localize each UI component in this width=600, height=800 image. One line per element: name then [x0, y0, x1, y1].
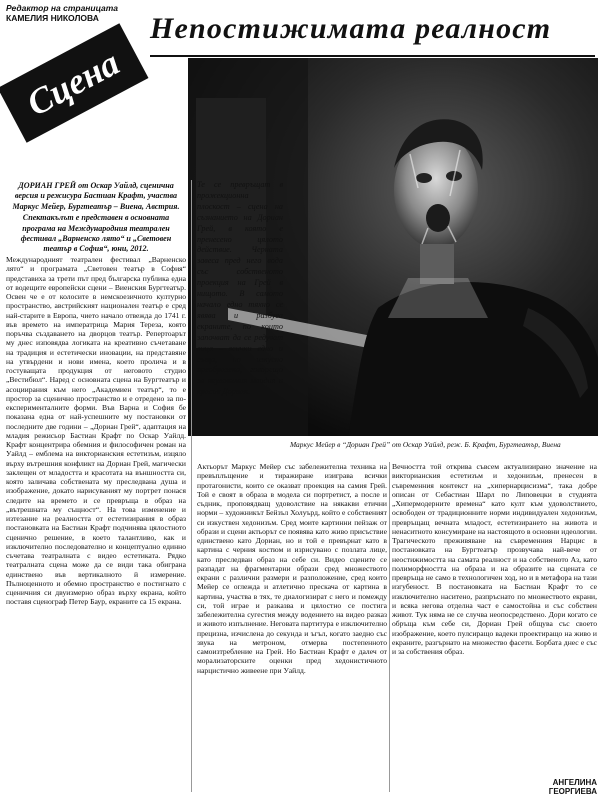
author-signature: АНГЕЛИНА ГЕОРГИЕВА — [548, 778, 597, 796]
festival-info: Спектакълът е представен в основната програма на Международния театрален фестивал „Варненско лято“ и „Световен театър в София“, юни, 2012. — [20, 213, 172, 254]
editor-name: КАМЕЛИЯ НИКОЛОВА — [6, 13, 99, 23]
headline-rule — [150, 55, 595, 57]
editor-label: Редактор на страницата — [6, 3, 119, 13]
article-column-2: Актьорът Маркус Мейер със забележителна техника на превъплъщение и тиражиране изиграва всички протагонисти, които се оказват проекция на самия Грей. Той е своят в образа в модела си портретист, а после и съдник, проповядващ удоволствие на някакви етични норми – художникът Бейзъл Холуърд, който е собственият си изкуствен хедонизъм. Сред моите картинни пейзаж от образи и сцени актьорът се появява като живо присъствие единствено като Дориан, но и той е превърнат като в картина с черния костюм и изрисувано с позлата лице, като преследван образ на себе си. Видео сцените се разпадат на фрагментарни образи сред множеството екрани с различни размери и разположение, сред които Мейер се оглежда и атлетично прескача от картина в картина, участва в тях, те диалогизират с него и помежду си, той играе и разказва и цялостно се постига забележителна сугестия между водението на видео разказ и живото изпълнение. Неговата партитура е изключително прецизна, изчислена до секунда и ъгъл, когато заедно със звука на метроном, отмерва постепенното самоизтребление на Грей. Но Бастиан Крафт е далеч от морализаторските оценки пред хедонистичното нарцистично живеене при Уайлд. — [197, 462, 387, 675]
column-divider — [191, 180, 192, 792]
column-divider — [389, 462, 390, 792]
article-lead — [6, 180, 186, 255]
article-column-2-top: Те се превръщат в прожекционна плоскост – сцена на съзнанието на Дориан Грей, в която е пренесено цялото действие. Черната завеса пред него вода със собственото проекция на Грей в нищото. В самото начало едно тяхно се явява и разбува екраните, по които започват да се редуват лица – всички едно и също, но изкусно преобразено, говорещо за неуловимия младия и красив Дориан. — [197, 180, 283, 397]
photo-caption: Маркус Мейер в “Дориан Грей” от Оскар Уайлд, реж. Б. Крафт, Бургтеатър, Виена — [290, 440, 561, 449]
article-column-3: Вечността той открива съвсем актуализирано значение на викторианския естетизъм и хедонизъм, пренесен в съвременния контекст на „хипернарцисизма“, така добре описан от Себастиан Шарл по Липовецки в студията „Хипермодерните времена“ като култ към удоволствието, освободен от традиционните норми индивидуален хедонизъм, превръщащ вечната младост, естетизирането на живота и ненаситното консумиране на настоящото в основни идеологии. Трагическото преживяване на съвременния Нарцис в постановката на Бургтеатър прозвучава най-вече от неостижимостта на самата реалност и на собственото Аз, като полиморфността на образа и на образите на сцената се превръща не само в технологичен ход, но и в метафора на тази изгубеност. В постановката на Бастиан Крафт то се изключително наситено, разпръснато по множеството екрани, и всяка негова отделна част е самостойна и със собствен живот. Тук няма не се случва неопосредствено. Дори когато се обръща към себе си, Дориан Грей общува със своето изображение, което пулсиращо вадеки проектиращо на живо и екраните, разгърнато на множество фасети. Борбата днес е със и за собствения образ. — [392, 462, 597, 656]
section-tag: Сцена — [0, 23, 148, 143]
production-credits: ДОРИАН ГРЕЙ от Оскар Уайлд, сценична версия и режисура Бастиан Крафт, участва Маркус Мейер, Бургтеатър – Виена, Австрия. — [12, 181, 180, 211]
headline: Непостижимата реалност — [150, 12, 552, 45]
page-editor-credit — [6, 3, 136, 23]
article-column-1: Международният театрален фестивал „Варненско лято“ и програмата „Световен театър в София“ представиха за трети път пред българска публика една от водещите европейски сцени – Виенския Бургтеатър. Освен че е от колосите в немскоезичното културно пространство, австрийският национален театър е сред най-старите в Европа, чието начало отвежда до 1741 г. във времето на императрица Мария Тереза, която поръчва създаването на дворцов театър. Репертоарът му днес изповядва логиката на креативно съчетаване на традиция и естетически иновации, на представяне на утвърдени и нови имена, което пролича и в гостуващата продукция от неговото студио „Вестибюл“. Наред с основната сцена на Бургтеатър и асоциирания към него „Академиен театър“, то е простор за сценично пространство и е отредено за по-експерименталните форми. Във Варна и София бе показана една от най-успешните му постановки от последните две години – „Дориан Грей“, адаптация на младия режисьор Бастиан Крафт по Оскар Уайлд. Крафт концентрира обемния и философичен роман на Уайлд – емблема на викторианския естетизъм, изцяло върху вътрешния конфликт на Дориан Грей, магически заклещен от младостта и красотата на външността си, която заличава собствената му преследвана душа и изображение, докато нарисуваният му портрет понася следите на времето и се превръща в образ на „вътрешната му същност“. На това изменение и изтезание на реалността от естетизирания в образ постановката на Бастиан Крафт подчинява цялостното сценично решение, в което талантливо, как и изключително последователно и концептуално единно съчетава театралната с видео естетиката. Рядко театралната сцена може да се види така обиграна единствено във вертикалното й измерение. Пълноценното и обемно пространство е постигнато с сценичния си двуизмерно образ върху екрана, който поставя сценограф Петер Баур, екраните са 15 екрана. — [6, 255, 186, 607]
